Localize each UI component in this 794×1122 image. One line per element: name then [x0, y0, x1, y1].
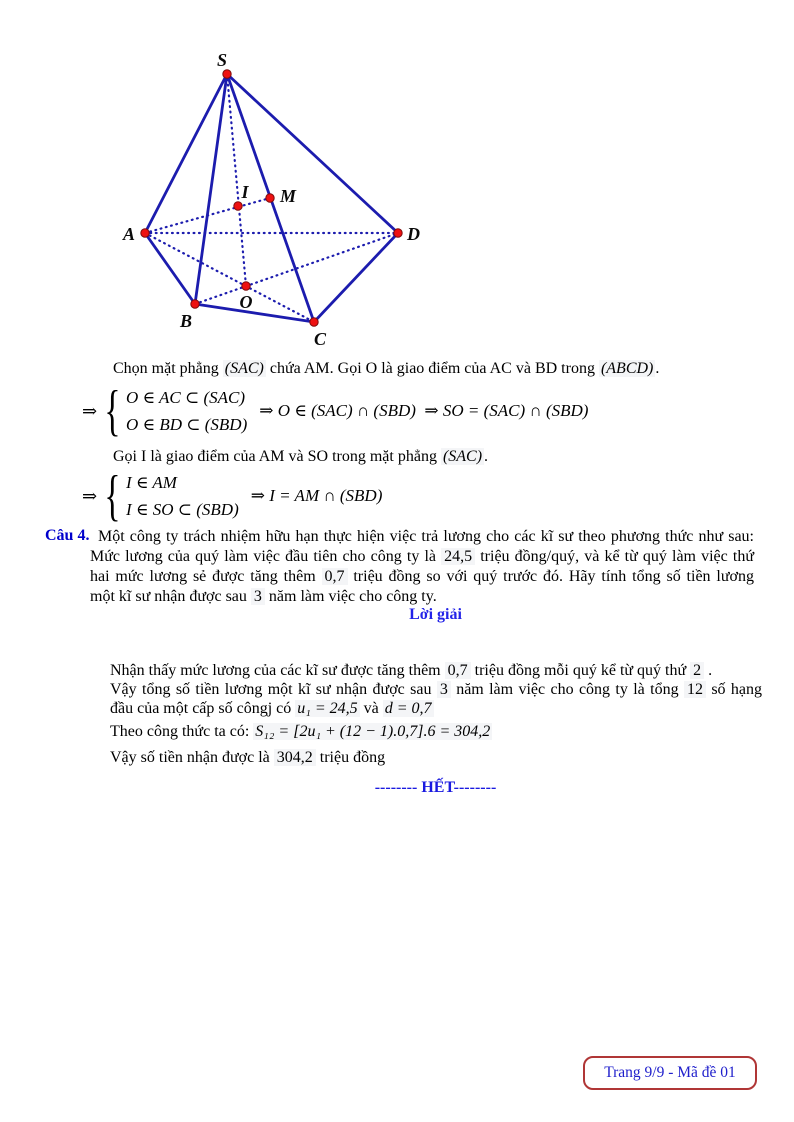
- text-run: năm làm việc cho công ty là tổng: [450, 681, 684, 698]
- inline-formula: u₁ = 24,5: [297, 700, 358, 717]
- question-text: [90, 527, 754, 607]
- text-run: Gọi I là giao điểm của AM và SO trong mặt phẳng: [113, 448, 441, 465]
- point-i: [234, 202, 242, 210]
- inline-number: 3: [251, 588, 265, 605]
- case-row: I ∈ AM: [125, 472, 177, 492]
- vertex-c: [310, 318, 318, 326]
- text-run: triệu đồng so với quý trước đó. Hãy tính tổng số tiền lương: [347, 568, 754, 585]
- page-number-label: Trang 9/9 - Mã đề 01: [604, 1064, 736, 1081]
- inline-math: (SAC): [224, 360, 264, 377]
- text-run: đầu của một cấp số côngj có: [110, 700, 296, 717]
- solution4-line: [110, 661, 762, 680]
- case-row: I ∈ SO ⊂ (SBD): [125, 499, 239, 519]
- implies-symbol: ⇒: [82, 400, 98, 421]
- end-marker: -------- HẾT--------: [374, 779, 497, 796]
- text-run: năm làm việc cho công ty.: [264, 588, 437, 605]
- edge-sd: [227, 74, 398, 233]
- label-s: S: [216, 50, 228, 70]
- text-run: Vậy số tiền nhận được là: [110, 749, 274, 766]
- label-o: O: [239, 292, 253, 312]
- solution4-line: [110, 722, 762, 741]
- case-stack: [126, 388, 247, 435]
- solution-heading: Lời giải: [409, 606, 462, 623]
- question-line: [90, 547, 754, 567]
- text-run: số hạng: [705, 681, 763, 698]
- math-conclusion: ⇒ I = AM ∩ (SBD): [250, 486, 383, 506]
- edge-ab: [145, 233, 195, 304]
- text-run: Nhận thấy mức lương của các kĩ sư được tăng thêm: [110, 662, 445, 679]
- label-d: D: [407, 224, 420, 244]
- text-run: triệu đồng/quý, và kể từ quý làm việc thứ: [475, 548, 754, 565]
- inline-number: 304,2: [274, 749, 316, 766]
- text-run: Vậy tổng số tiền lương một kĩ sư nhận được sau: [110, 681, 437, 698]
- inline-math: (SAC): [442, 448, 483, 465]
- solution-paragraph-1: [113, 359, 761, 379]
- inline-formula: S₁₂ = [2u₁ + (12 − 1).0,7].6 = 304,2: [255, 723, 491, 740]
- inline-number: 3: [437, 681, 451, 698]
- case-row: O ∈ BD ⊂ (SBD): [125, 414, 248, 434]
- point-m: [266, 194, 274, 202]
- question-line: [90, 587, 754, 607]
- vertex-b: [191, 300, 199, 308]
- case-row: O ∈ AC ⊂ (SAC): [125, 387, 246, 407]
- label-a: A: [122, 224, 135, 244]
- inline-math: (ABCD): [600, 360, 654, 377]
- text-run: triệu đồng mỗi quý kể từ quý thứ: [470, 662, 691, 679]
- vertex-a: [141, 229, 149, 237]
- math-block-2: [82, 465, 383, 527]
- text-run: hai mức lương sẻ được tăng thêm: [90, 568, 322, 585]
- case-stack: [126, 473, 239, 520]
- label-i: I: [241, 182, 249, 202]
- left-brace: {: [104, 465, 121, 527]
- text-run: Chọn mặt phẳng: [113, 360, 223, 377]
- text-run: chứa AM. Gọi O là giao điểm của AC và BD trong: [265, 360, 599, 377]
- inline-formula: d = 0,7: [384, 700, 432, 717]
- text-run: Mức lương của quý làm việc đầu tiên cho công ty là: [90, 548, 442, 565]
- pyramid-figure: [115, 45, 435, 355]
- solution-paragraph-2: [113, 447, 761, 467]
- point-o: [242, 282, 250, 290]
- inline-number: 24,5: [441, 548, 475, 565]
- edge-cd: [314, 233, 398, 322]
- inline-number: 0,7: [322, 568, 348, 585]
- question-line: [90, 567, 754, 587]
- segment-so-dotted: [227, 74, 246, 286]
- edge-bc: [195, 304, 314, 322]
- solution4-line: [110, 699, 762, 718]
- label-c: C: [313, 329, 327, 349]
- question-line: [90, 527, 754, 547]
- implies-symbol: ⇒: [82, 485, 98, 506]
- edge-sb: [195, 74, 227, 304]
- text-run: .: [655, 360, 660, 377]
- text-run: triệu đồng: [315, 749, 386, 766]
- label-b: B: [179, 311, 193, 331]
- math-block-1: [82, 380, 589, 442]
- math-conclusion: ⇒ O ∈ (SAC) ∩ (SBD) ⇒ SO = (SAC) ∩ (SBD): [259, 401, 589, 421]
- left-brace: {: [104, 380, 121, 442]
- text-run: và: [359, 700, 383, 717]
- inline-number: 0,7: [445, 662, 471, 679]
- vertex-d: [394, 229, 402, 237]
- label-m: M: [280, 186, 297, 206]
- page-footer-badge: [583, 1056, 757, 1090]
- text-run: một kĩ sư nhận được sau: [90, 588, 251, 605]
- text-run: .: [484, 448, 489, 465]
- question-number: Câu 4.: [45, 527, 90, 544]
- inline-number: 2: [690, 662, 704, 679]
- text-run: Theo công thức ta có:: [110, 723, 254, 740]
- vertex-s: [223, 70, 231, 78]
- text-run: .: [704, 662, 713, 679]
- solution4-line: [110, 680, 762, 699]
- solution4-line: [110, 748, 762, 767]
- text-run: Một công ty trách nhiệm hữu hạn thực hiện việc trả lương cho các kĩ sư theo phương thức như sau:: [98, 528, 754, 545]
- inline-number: 12: [684, 681, 706, 698]
